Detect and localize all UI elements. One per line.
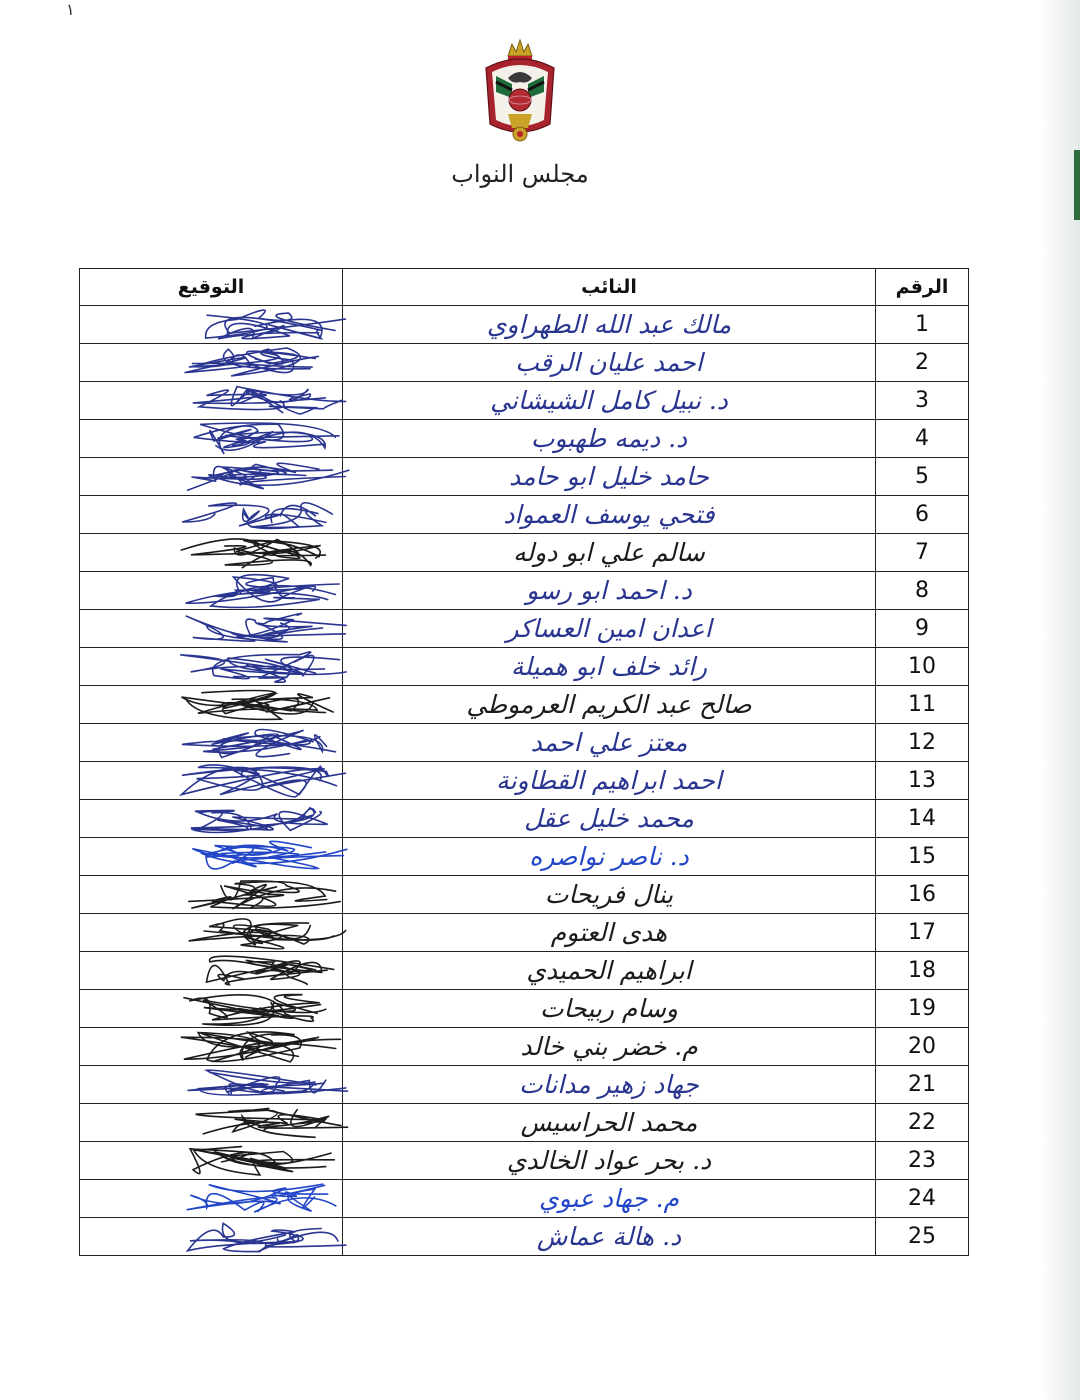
- row-number: 12: [876, 724, 969, 762]
- table-row: [80, 648, 969, 686]
- table-row: [80, 382, 969, 420]
- handwritten-signature: [80, 686, 343, 723]
- signature-cell: [80, 382, 343, 420]
- deputy-name: مالك عبد الله الطهراوي: [343, 306, 876, 344]
- signature-cell: [80, 610, 343, 648]
- signature-cell: [80, 572, 343, 610]
- handwritten-signature: [80, 990, 343, 1027]
- signature-cell: [80, 990, 343, 1028]
- deputy-name: ينال فريحات: [343, 876, 876, 914]
- row-number: 21: [876, 1066, 969, 1104]
- row-number: 23: [876, 1142, 969, 1180]
- signature-cell: [80, 1142, 343, 1180]
- signature-cell: [80, 1028, 343, 1066]
- table-row: [80, 1066, 969, 1104]
- row-number: 5: [876, 458, 969, 496]
- handwritten-signature: [80, 458, 343, 495]
- handwritten-signature: [80, 724, 343, 761]
- signature-cell: [80, 1180, 343, 1218]
- row-number: 6: [876, 496, 969, 534]
- signature-cell: [80, 1218, 343, 1256]
- row-number: 18: [876, 952, 969, 990]
- signature-cell: [80, 344, 343, 382]
- row-number: 1: [876, 306, 969, 344]
- column-header-signature: التوقيع: [80, 269, 343, 306]
- row-number: 2: [876, 344, 969, 382]
- table-row: [80, 724, 969, 762]
- deputy-name: احمد ابراهيم القطاونة: [343, 762, 876, 800]
- table-row: [80, 1142, 969, 1180]
- handwritten-signature: [80, 1180, 343, 1217]
- deputy-name: معتز علي احمد: [343, 724, 876, 762]
- deputy-name: سالم علي ابو دوله: [343, 534, 876, 572]
- signature-cell: [80, 800, 343, 838]
- table-row: [80, 1028, 969, 1066]
- row-number: 11: [876, 686, 969, 724]
- deputy-name: هدى العتوم: [343, 914, 876, 952]
- column-header-name: النائب: [343, 269, 876, 306]
- page-edge-green-mark: [1074, 150, 1080, 220]
- coat-of-arms-icon: [478, 36, 562, 146]
- handwritten-signature: [80, 838, 343, 875]
- table-row: [80, 762, 969, 800]
- signature-cell: [80, 1104, 343, 1142]
- deputy-name: م. جهاد عبوي: [343, 1180, 876, 1218]
- table-row: [80, 876, 969, 914]
- deputy-name: جهاد زهير مدانات: [343, 1066, 876, 1104]
- row-number: 25: [876, 1218, 969, 1256]
- row-number: 14: [876, 800, 969, 838]
- signature-cell: [80, 1066, 343, 1104]
- table-row: [80, 420, 969, 458]
- deputy-name: احمد عليان الرقب: [343, 344, 876, 382]
- deputy-name: وسام ربيحات: [343, 990, 876, 1028]
- handwritten-signature: [80, 876, 343, 913]
- handwritten-signature: [80, 496, 343, 533]
- table-row: [80, 686, 969, 724]
- table-row: [80, 534, 969, 572]
- table-row: [80, 610, 969, 648]
- deputy-name: رائد خلف ابو هميلة: [343, 648, 876, 686]
- table-row: [80, 306, 969, 344]
- handwritten-signature: [80, 382, 343, 419]
- deputy-name: د. احمد ابو رسو: [343, 572, 876, 610]
- row-number: 9: [876, 610, 969, 648]
- handwritten-signature: [80, 800, 343, 837]
- handwritten-signature: [80, 534, 343, 571]
- handwritten-signature: [80, 610, 343, 647]
- handwritten-signature: [80, 420, 343, 457]
- handwritten-signature: [80, 1104, 343, 1141]
- table-row: [80, 344, 969, 382]
- deputy-name: د. ناصر نواصره: [343, 838, 876, 876]
- table-row: [80, 838, 969, 876]
- handwritten-signature: [80, 648, 343, 685]
- row-number: 10: [876, 648, 969, 686]
- signature-cell: [80, 838, 343, 876]
- attendance-table: [79, 268, 969, 1256]
- signature-cell: [80, 914, 343, 952]
- deputy-name: اعدان امين العساكر: [343, 610, 876, 648]
- handwritten-signature: [80, 1028, 343, 1065]
- row-number: 4: [876, 420, 969, 458]
- signature-cell: [80, 534, 343, 572]
- table-row: [80, 572, 969, 610]
- page-number: ١: [66, 0, 75, 19]
- table-row: [80, 1180, 969, 1218]
- table-row: [80, 914, 969, 952]
- signature-cell: [80, 762, 343, 800]
- row-number: 19: [876, 990, 969, 1028]
- signature-cell: [80, 648, 343, 686]
- handwritten-signature: [80, 914, 343, 951]
- institution-name: مجلس النواب: [451, 160, 589, 188]
- row-number: 16: [876, 876, 969, 914]
- handwritten-signature: [80, 306, 343, 343]
- handwritten-signature: [80, 344, 343, 381]
- signature-cell: [80, 420, 343, 458]
- table-row: [80, 496, 969, 534]
- deputy-name: ابراهيم الحميدي: [343, 952, 876, 990]
- handwritten-signature: [80, 1142, 343, 1179]
- row-number: 20: [876, 1028, 969, 1066]
- table-row: [80, 458, 969, 496]
- handwritten-signature: [80, 1066, 343, 1103]
- signature-cell: [80, 724, 343, 762]
- row-number: 13: [876, 762, 969, 800]
- deputy-name: د. هالة عماش: [343, 1218, 876, 1256]
- deputy-name: د. ديمه طهبوب: [343, 420, 876, 458]
- deputy-name: حامد خليل ابو حامد: [343, 458, 876, 496]
- signature-cell: [80, 952, 343, 990]
- row-number: 3: [876, 382, 969, 420]
- handwritten-signature: [80, 1218, 343, 1255]
- row-number: 17: [876, 914, 969, 952]
- deputy-name: محمد الحراسيس: [343, 1104, 876, 1142]
- handwritten-signature: [80, 572, 343, 609]
- deputy-name: د. بحر عواد الخالدي: [343, 1142, 876, 1180]
- table-header-row: [80, 269, 969, 306]
- table-row: [80, 952, 969, 990]
- signature-cell: [80, 306, 343, 344]
- signature-cell: [80, 496, 343, 534]
- row-number: 7: [876, 534, 969, 572]
- handwritten-signature: [80, 952, 343, 989]
- deputy-name: د. نبيل كامل الشيشاني: [343, 382, 876, 420]
- signature-cell: [80, 686, 343, 724]
- handwritten-signature: [80, 762, 343, 799]
- table-row: [80, 990, 969, 1028]
- deputy-name: محمد خليل عقل: [343, 800, 876, 838]
- deputy-name: م. خضر بني خالد: [343, 1028, 876, 1066]
- deputy-name: فتحي يوسف العمواد: [343, 496, 876, 534]
- table-row: [80, 800, 969, 838]
- signature-cell: [80, 458, 343, 496]
- row-number: 15: [876, 838, 969, 876]
- signature-cell: [80, 876, 343, 914]
- table-row: [80, 1104, 969, 1142]
- table-row: [80, 1218, 969, 1256]
- row-number: 22: [876, 1104, 969, 1142]
- column-header-number: الرقم: [876, 269, 969, 306]
- row-number: 8: [876, 572, 969, 610]
- row-number: 24: [876, 1180, 969, 1218]
- deputy-name: صالح عبد الكريم العرموطي: [343, 686, 876, 724]
